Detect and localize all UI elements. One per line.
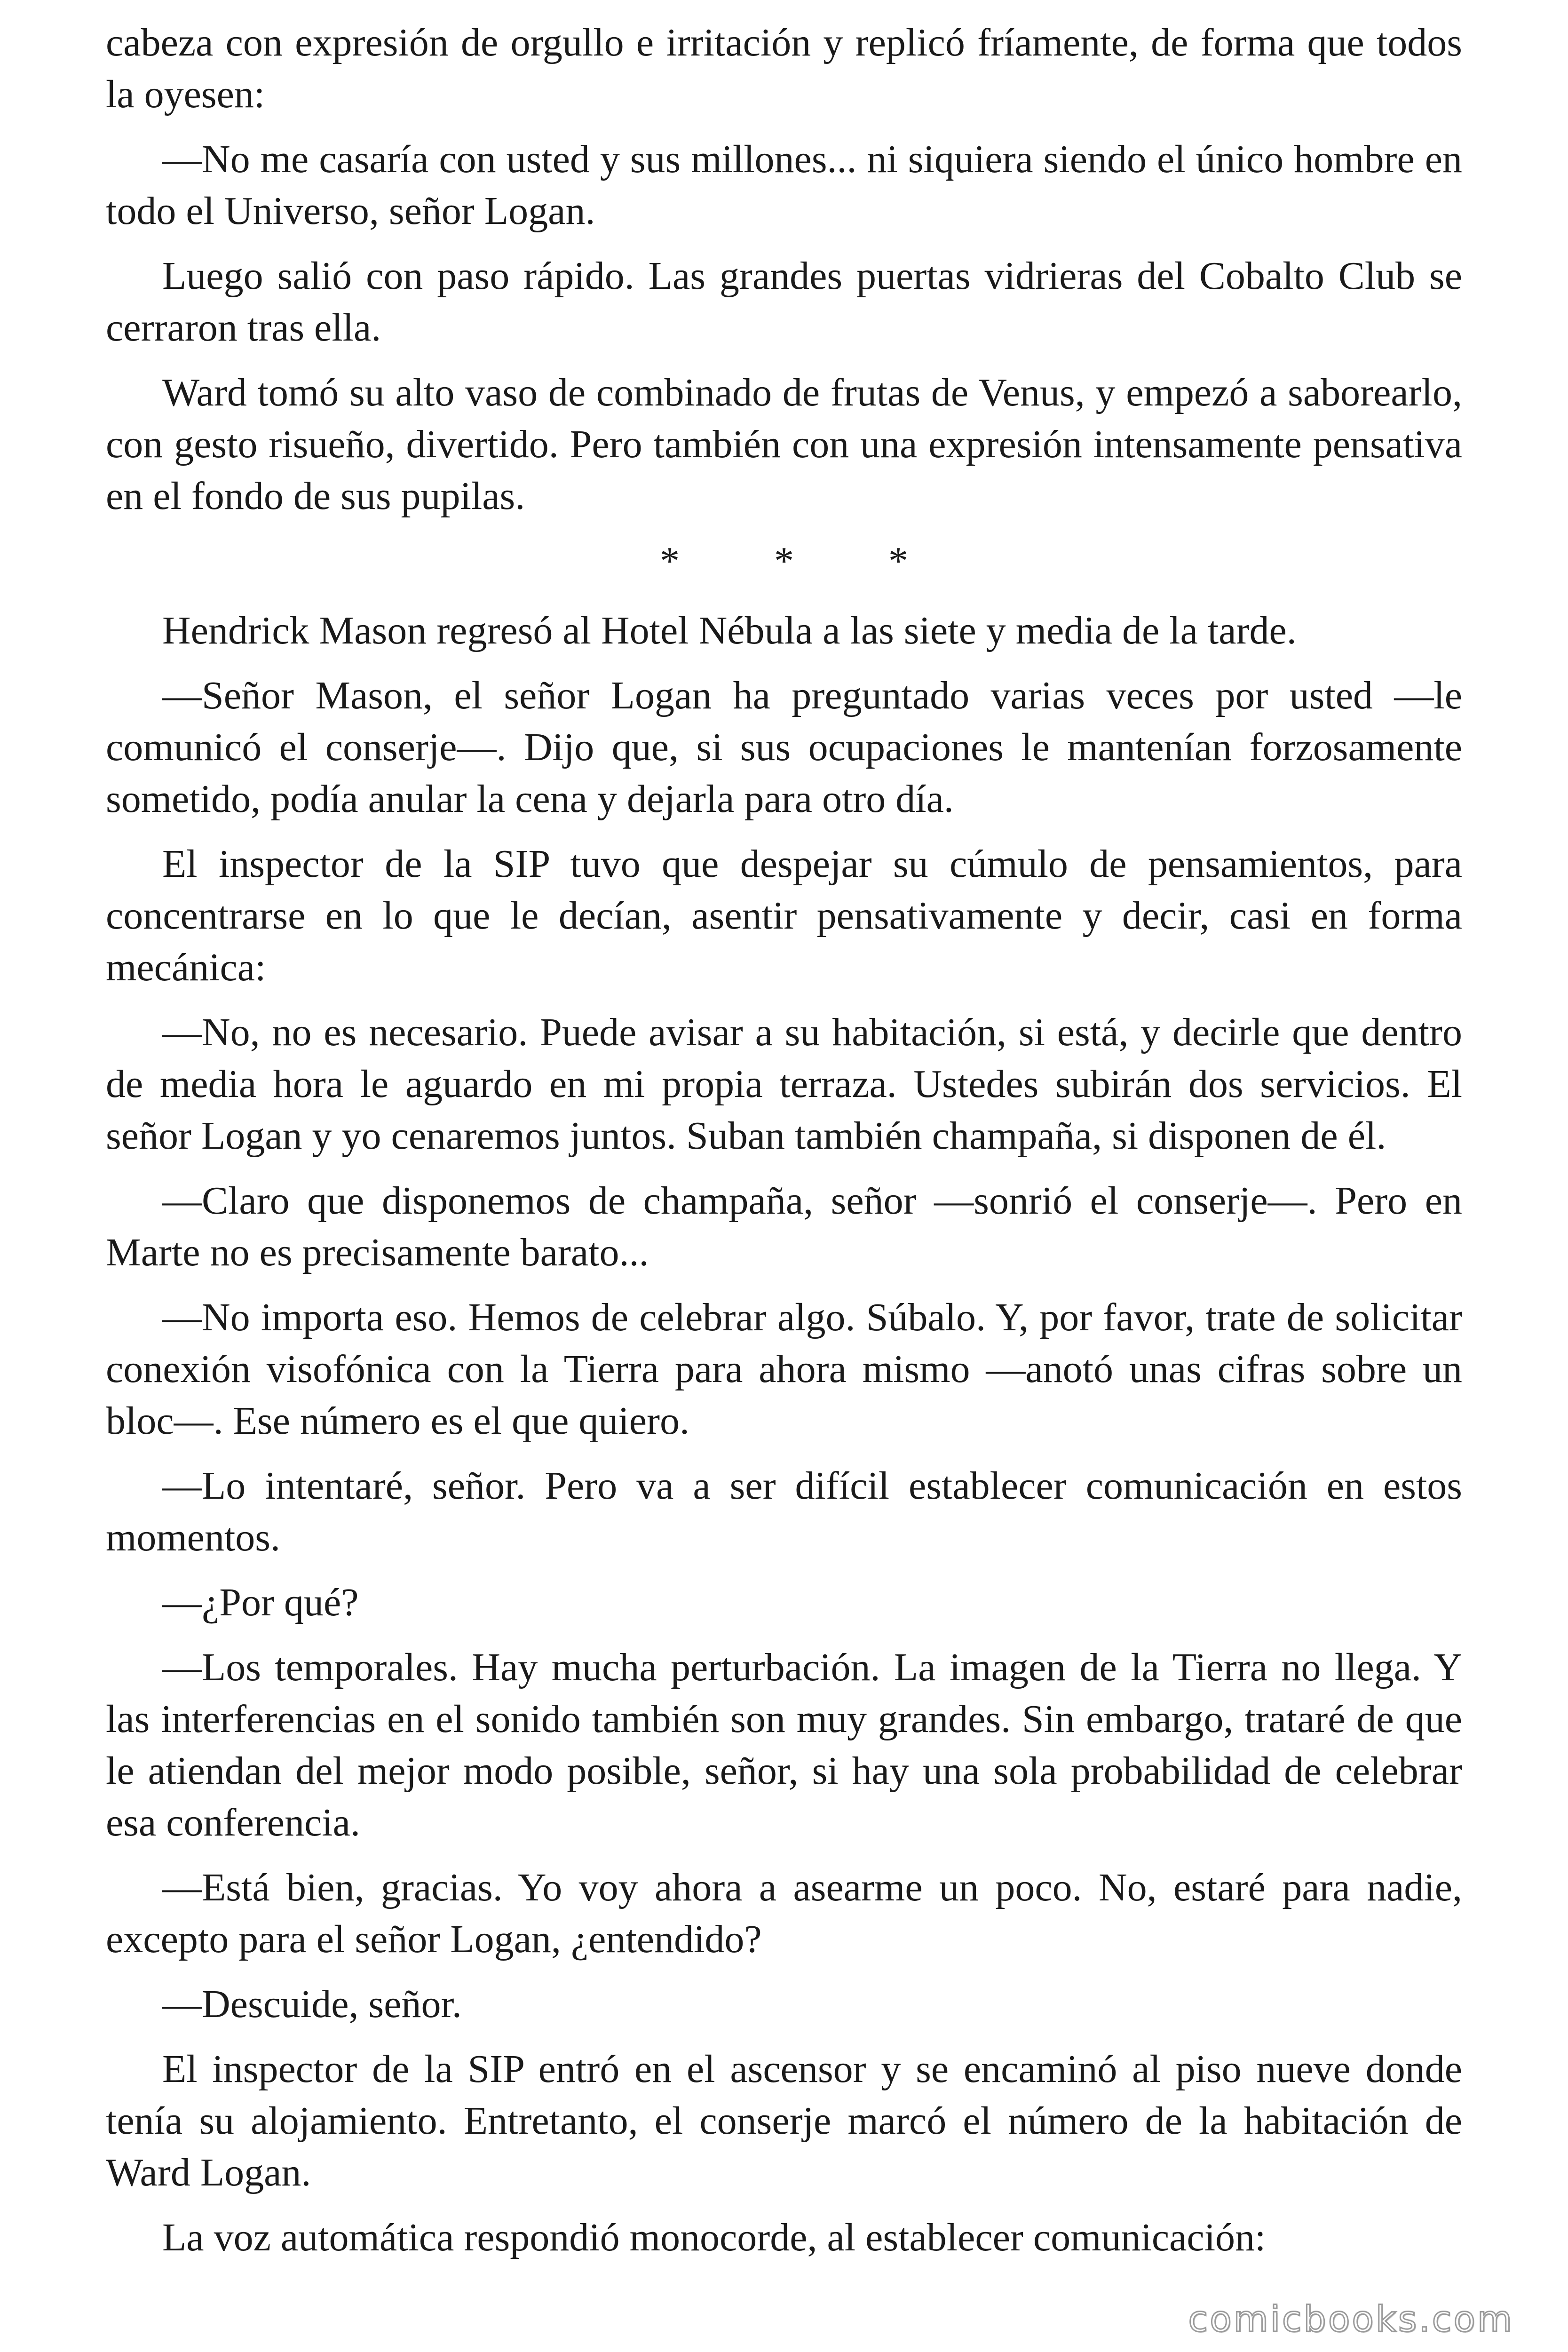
paragraph-mason-returns: Hendrick Mason regresó al Hotel Nébula a las siete y media de la tarde.: [162, 609, 1297, 652]
watermark-logo: comicbooks.com: [1188, 2298, 1514, 2340]
paragraph-exit: Luego salió con paso rápido. Las grandes puertas vidrieras del Cobalto Club se cerraron tras ella.: [106, 254, 1462, 350]
paragraph-freshen-up: —Está bien, gracias. Yo voy ahora a asearme un poco. No, estaré para nadie, excepto para el señor Logan, ¿entendido?: [106, 1866, 1462, 1961]
paragraph-celebrate: —No importa eso. Hemos de celebrar algo. Súbalo. Y, por favor, trate de solicitar conexión visofónica con la Tierra para ahora mismo —anotó unas cifras sobre un bloc—. Ese número es el que quiero.: [106, 1295, 1462, 1443]
paragraph-descuide: —Descuide, señor.: [162, 1982, 462, 2026]
paragraph-inspector-thinks: El inspector de la SIP tuvo que despejar su cúmulo de pensamientos, para concentrarse en lo que le decían, asentir pensativamente y decir, casi en forma mecánica:: [106, 842, 1462, 989]
paragraph-why: —¿Por qué?: [162, 1581, 359, 1624]
paragraph-concierge-message: —Señor Mason, el señor Logan ha preguntado varias veces por usted —le comunicó el conserje—. Dijo que, si sus ocupaciones le mantenían forzosamente sometido, podía anular la cena y dejarla para otro día.: [106, 674, 1462, 821]
paragraph-continuation: cabeza con expresión de orgullo e irritación y replicó fríamente, de forma que todos la oyesen:: [106, 21, 1462, 116]
paragraph-champagne: —Claro que disponemos de champaña, señor —sonrió el conserje—. Pero en Marte no es precisamente barato...: [106, 1179, 1462, 1274]
paragraph-elevator: El inspector de la SIP entró en el ascensor y se encaminó al piso nueve donde tenía su alojamiento. Entretanto, el conserje marcó el número de la habitación de Ward Logan.: [106, 2047, 1462, 2194]
paragraph-ward-drink: Ward tomó su alto vaso de combinado de frutas de Venus, y empezó a saborearlo, con gesto risueño, divertido. Pero también con una expresión intensamente pensativa en el fondo de sus pupilas.: [106, 371, 1462, 518]
paragraph-automatic-voice: La voz automática respondió monocorde, al establecer comunicación:: [162, 2216, 1266, 2259]
scene-break: * * *: [660, 539, 950, 583]
paragraph-dinner-order: —No, no es necesario. Puede avisar a su habitación, si está, y decirle que dentro de media hora le aguardo en mi propia terraza. Ustedes subirán dos servicios. El señor Logan y yo cenaremos juntos. Suban también champaña, si disponen de él.: [106, 1010, 1462, 1158]
paragraph-storms: —Los temporales. Hay mucha perturbación. La imagen de la Tierra no llega. Y las interferencias en el sonido también son muy grandes. Sin embargo, trataré de que le atiendan del mejor modo posible, señor, si hay una sola probabilidad de celebrar esa conferencia.: [106, 1645, 1462, 1844]
paragraph-try-connection: —Lo intentaré, señor. Pero va a ser difícil establecer comunicación en estos momentos.: [106, 1464, 1462, 1559]
body-text: [106, 17, 1462, 2277]
paragraph-dialogue-refusal: —No me casaría con usted y sus millones... ni siquiera siendo el único hombre en todo el Universo, señor Logan.: [106, 137, 1462, 233]
